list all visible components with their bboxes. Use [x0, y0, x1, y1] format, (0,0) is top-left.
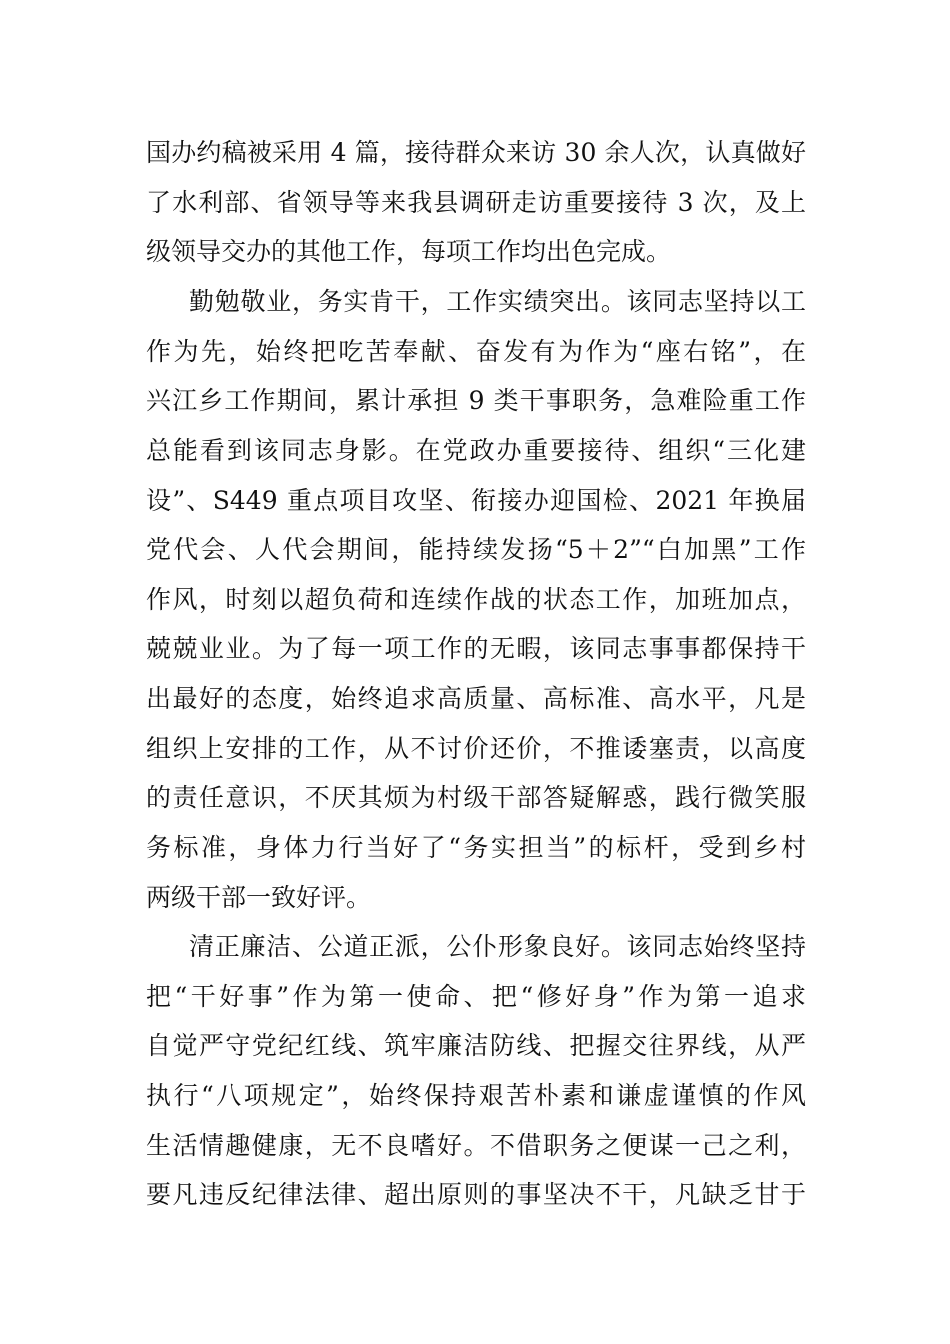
paragraph-1-line-2: 了水利部、省领导等来我县调研走访重要接待 3 次，及上	[146, 188, 806, 217]
paragraph-2-line-11: 的责任意识，不厌其烦为村级干部答疑解惑，践行微笑服	[146, 783, 806, 812]
paragraph-3-line-1: 清正廉洁、公道正派，公仆形象良好。该同志始终坚持	[189, 932, 806, 961]
paragraph-2-line-12: 务标准，身体力行当好了“务实担当”的标杆，受到乡村	[146, 833, 806, 862]
paragraph-2-line-6: 党代会、人代会期间，能持续发扬“5＋2”“白加黑”工作	[146, 535, 806, 564]
paragraph-2-line-1: 勤勉敬业，务实肯干，工作实绩突出。该同志坚持以工	[189, 287, 806, 316]
paragraph-2-line-2: 作为先，始终把吃苦奉献、奋发有为作为“座右铭”，在	[146, 337, 806, 366]
paragraph-1-line-1: 国办约稿被采用 4 篇，接待群众来访 30 余人次，认真做好	[146, 138, 806, 167]
paragraph-3-line-4: 执行“八项规定”，始终保持艰苦朴素和谦虚谨慎的作风	[146, 1081, 806, 1110]
paragraph-2-line-7: 作风，时刻以超负荷和连续作战的状态工作，加班加点，	[146, 585, 806, 614]
paragraph-3-line-5: 生活情趣健康，无不良嗜好。不借职务之便谋一己之利，	[146, 1131, 806, 1160]
paragraph-2-line-13: 两级干部一致好评。	[146, 883, 372, 912]
paragraph-2-line-9: 出最好的态度，始终追求高质量、高标准、高水平，凡是	[146, 684, 806, 713]
paragraph-3-line-3: 自觉严守党纪红线、筑牢廉洁防线、把握交往界线，从严	[146, 1031, 806, 1060]
paragraph-3-line-6: 要凡违反纪律法律、超出原则的事坚决不干，凡缺乏甘于	[146, 1180, 806, 1209]
paragraph-1-line-3: 级领导交办的其他工作，每项工作均出色完成。	[146, 237, 672, 266]
paragraph-3-line-2: 把“干好事”作为第一使命、把“修好身”作为第一追求	[146, 982, 806, 1011]
paragraph-2-line-5: 设”、S449 重点项目攻坚、衔接办迎国检、2021 年换届	[146, 486, 806, 515]
paragraph-2-line-8: 兢兢业业。为了每一项工作的无暇，该同志事事都保持干	[146, 634, 806, 663]
paragraph-2-line-3: 兴江乡工作期间，累计承担 9 类干事职务，急难险重工作	[146, 386, 806, 415]
paragraph-2-line-10: 组织上安排的工作，从不讨价还价，不推诿塞责，以高度	[146, 734, 806, 763]
paragraph-2-line-4: 总能看到该同志身影。在党政办重要接待、组织“三化建	[146, 436, 806, 465]
